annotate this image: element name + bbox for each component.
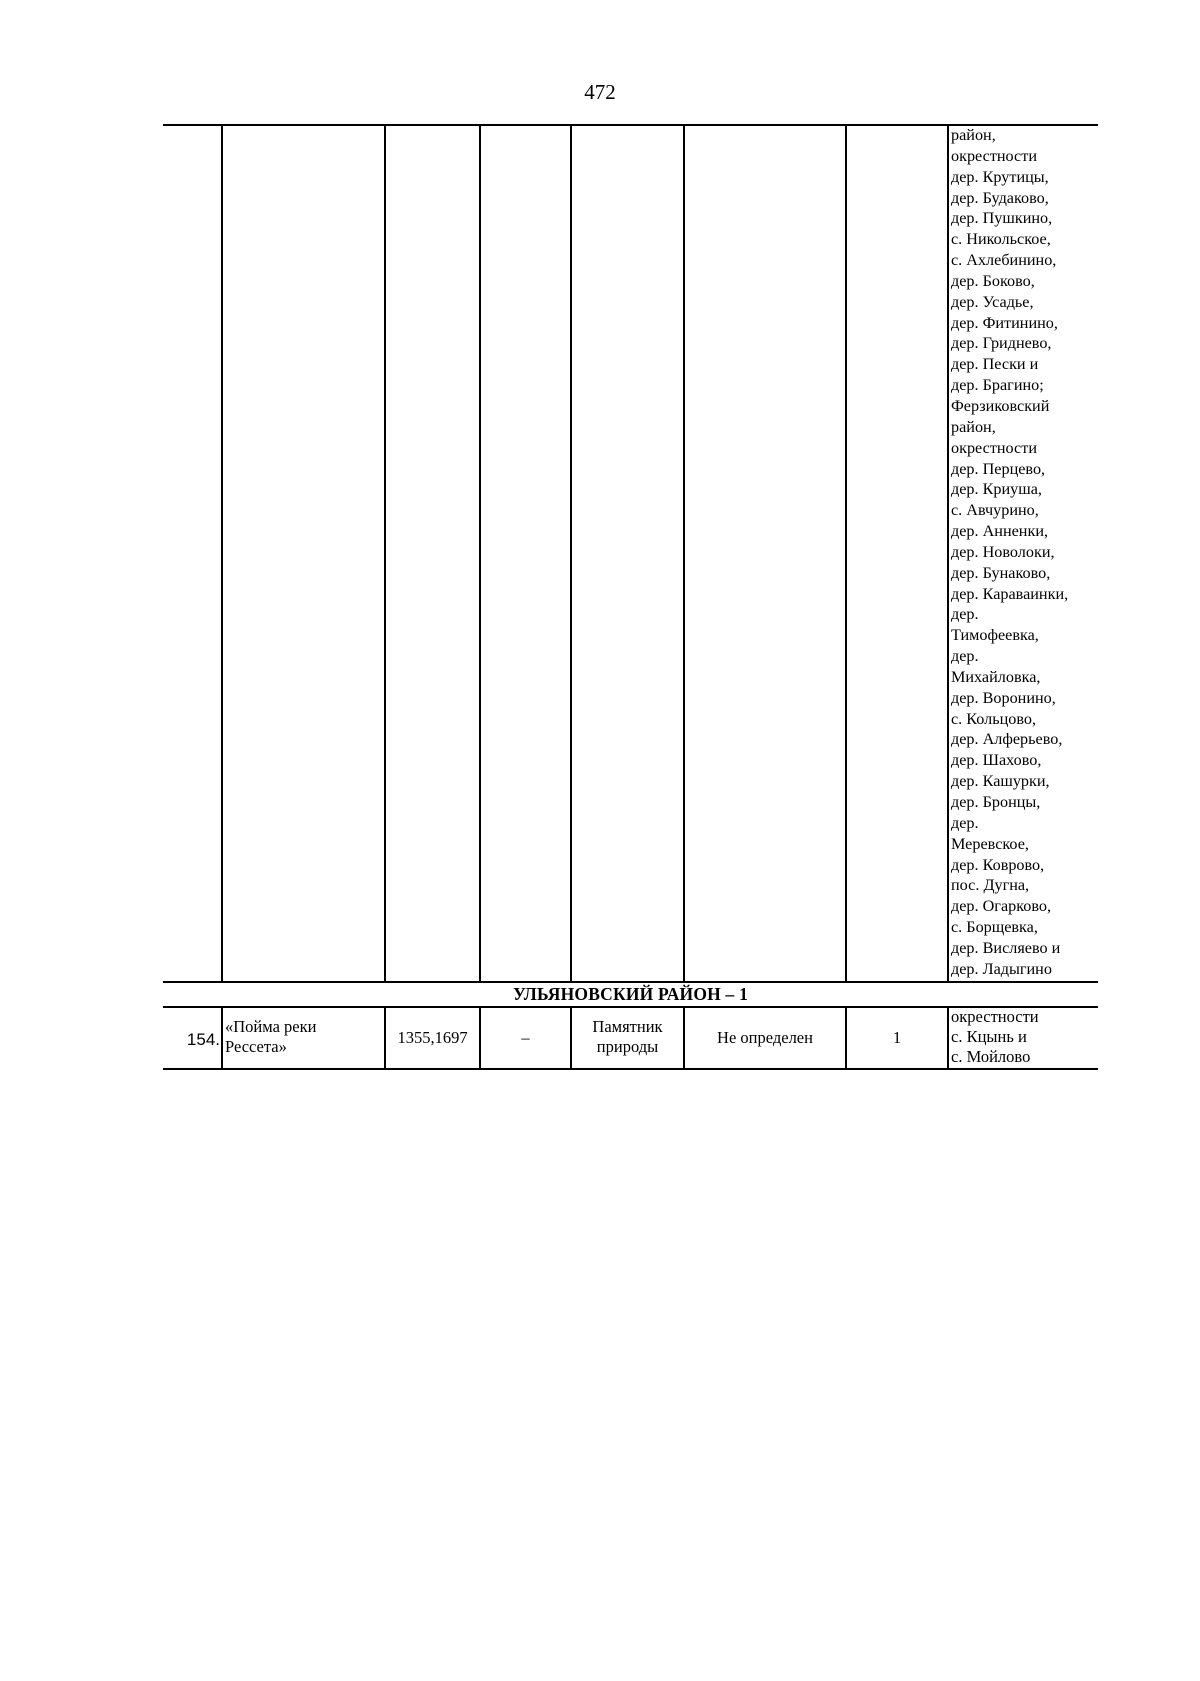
location-line: с. Авчурино, [951,501,1039,520]
location-line: дер. Бронцы, [951,793,1041,811]
location-line: дер. Пески и [951,355,1039,374]
location-line: дер. Брагино; [951,376,1044,395]
location-line: Ферзиковский [951,396,1050,415]
location-line: дер. Будаково, [951,188,1049,207]
category-cell [572,1017,683,1056]
location-line: дер. Крутицы, [951,167,1049,186]
location-line: дер. Пушкино, [951,209,1053,228]
column-divider [221,1006,223,1070]
column-divider [683,124,685,982]
location-line: дер. Шахово, [951,751,1042,770]
column-divider [947,124,949,982]
location-cell [951,1007,1096,1067]
location-line: дер. Алферьево, [951,730,1063,749]
count-cell: 1 [892,1028,902,1047]
object-name-line: «Пойма реки [225,1017,317,1036]
object-name-line: Рессета» [225,1036,287,1056]
page-number: 472 [584,80,616,104]
location-line: дер. Висляево и [951,938,1061,957]
column-divider [221,124,223,982]
column-divider [479,124,481,982]
location-line: район, [951,126,996,144]
location-line: пос. Дугна, [951,876,1030,895]
location-line: дер. Кашурки, [951,772,1050,791]
location-line: дер. Боково, [951,271,1035,290]
location-line: Меревское, [951,834,1029,853]
column-divider [845,124,847,982]
location-line: дер. Караваинки, [951,584,1069,603]
location-line: с. Кцынь и [951,1027,1027,1046]
location-line: дер. Анненки, [951,522,1049,541]
location-line: с. Мойлово [951,1047,1031,1066]
location-line: Михайловка, [951,667,1041,686]
location-line: с. Ахлебинино, [951,251,1057,270]
location-line: дер. Фитинино, [951,313,1058,332]
location-line: с. Кольцово, [951,709,1037,728]
location-line: дер. Бунаково, [951,563,1051,582]
location-line: дер. Криуша, [951,480,1042,499]
category-line: природы [596,1036,659,1056]
location-line: с. Никольское, [951,230,1051,249]
location-line: с. Борщевка, [951,918,1038,937]
location-line: Тимофеевка, [951,626,1039,645]
location-line: дер. [951,813,979,832]
location-line: дер. [951,647,979,666]
location-line: дер. Огарково, [951,897,1052,916]
location-line: дер. Гриднево, [951,334,1052,353]
continuation-location-list [951,125,1111,980]
status-cell: Не определен [717,1028,813,1047]
object-name-cell [225,1017,380,1056]
location-line: район, [951,417,996,436]
location-line: окрестности [951,1007,1039,1026]
area-cell: 1355,1697 [397,1028,468,1047]
section-heading: УЛЬЯНОВСКИЙ РАЙОН – 1 [512,984,749,1004]
location-line: дер. Коврово, [951,855,1045,874]
location-line: дер. Перцево, [951,459,1046,478]
location-line: дер. Новолоки, [951,542,1055,561]
location-line: дер. Усадье, [951,292,1034,311]
column-divider [570,124,572,982]
row-number: 154. [186,1030,220,1049]
dash-cell: – [521,1028,530,1047]
location-line: дер. Воронино, [951,688,1056,707]
column-divider [384,124,386,982]
location-line: окрестности [951,146,1037,165]
column-divider [947,1006,949,1070]
category-line: Памятник [592,1017,663,1036]
location-line: дер. Ладыгино [951,959,1052,978]
location-line: дер. [951,605,979,624]
table-bottom-border [163,1068,1098,1070]
section-top-border [163,981,1098,983]
location-line: окрестности [951,438,1037,457]
